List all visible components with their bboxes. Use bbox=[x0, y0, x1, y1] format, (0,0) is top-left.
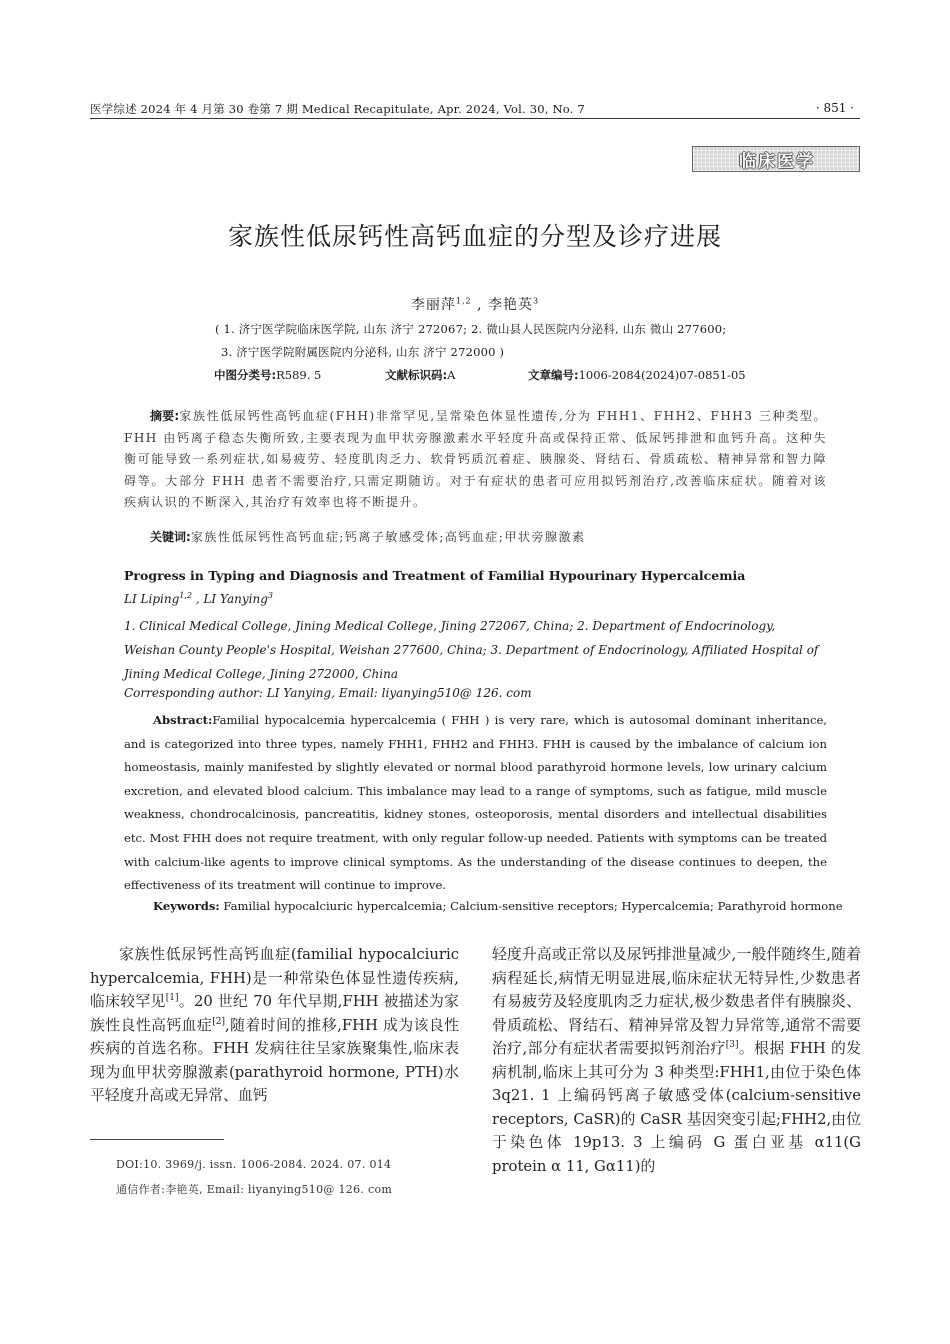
document-code-value: A bbox=[447, 368, 456, 382]
abstract-cn-label: 摘要: bbox=[150, 409, 180, 423]
author-name: LI Liping bbox=[124, 592, 180, 606]
body-text: 。20 世纪 70 年代早期,FHH 被描述为家族性良性高钙血症 bbox=[90, 993, 459, 1034]
affiliation-mark: 1,2 bbox=[455, 296, 472, 306]
keywords-cn-label: 关键词: bbox=[150, 530, 191, 544]
footnote-rule bbox=[90, 1139, 224, 1140]
keywords-en bbox=[153, 899, 843, 913]
abstract-en-label: Abstract: bbox=[153, 713, 213, 727]
clc-number bbox=[214, 367, 321, 383]
body-column-right bbox=[492, 943, 861, 1178]
article-number-label: 文章编号: bbox=[528, 368, 579, 382]
abstract-en bbox=[124, 709, 827, 898]
author-name: 李艳英 bbox=[488, 297, 533, 313]
keywords-en-text: Familial hypocalciuric hypercalcemia; Calcium-sensitive receptors; Hypercalcemia; Parathyroid hormone bbox=[223, 899, 843, 913]
section-badge bbox=[692, 146, 860, 172]
article-title: 家族性低尿钙性高钙血症的分型及诊疗进展 bbox=[227, 222, 722, 251]
clc-label: 中图分类号: bbox=[214, 368, 277, 382]
running-header: 医学综述 2024 年 4 月第 30 卷第 7 期 Medical Recapitulate, Apr. 2024, Vol. 30, No. 7 bbox=[90, 102, 585, 116]
article-number bbox=[528, 367, 746, 383]
affiliation-mark: 1,2 bbox=[179, 591, 192, 600]
document-code-label: 文献标识码: bbox=[385, 368, 448, 382]
body-column-left bbox=[90, 943, 459, 1108]
author-separator: , bbox=[192, 592, 204, 606]
english-author-list bbox=[124, 591, 273, 606]
footnote-corresponding: 通信作者:李艳英, Email: liyanying510@ 126. com bbox=[116, 1183, 393, 1196]
document-code bbox=[385, 367, 455, 383]
english-title: Progress in Typing and Diagnosis and Treatment of Familial Hypourinary Hypercalcemia bbox=[124, 568, 746, 583]
author-name: 李丽萍 bbox=[410, 297, 456, 313]
keywords-en-label: Keywords: bbox=[153, 899, 220, 913]
section-badge-label: 临床医学 bbox=[739, 151, 815, 172]
affiliation-line: ( 1. 济宁医学院临床医学院, 山东 济宁 272067; 2. 微山县人民医院内分泌科, 山东 微山 277600; bbox=[215, 322, 727, 336]
body-text: 。根据 FHH 的发病机制,临床上其可分为 3 种类型:FHH1,由位于染色体 3q21. 1 上编码钙离子敏感受体(calcium-sensitive receptors, CaSR)的 CaSR 基因突变引起;FHH2,由位于染色体 19p13. 3 上编码 G 蛋白亚基 α11(G protein α 11, Gα11)的 bbox=[492, 1040, 861, 1175]
clc-value: R589. 5 bbox=[276, 368, 322, 382]
body-text: 家族性低尿钙性高钙血症(familial hypocalciuric hypercalcemia, FHH)是一种常染色体显性遗传疾病,临床较罕见 bbox=[90, 946, 459, 1010]
citation-ref[interactable]: [1] bbox=[165, 993, 179, 1004]
affiliation-mark: 3 bbox=[533, 296, 540, 306]
author-list bbox=[0, 294, 950, 314]
abstract-cn-text: 家族性低尿钙性高钙血症(FHH)非常罕见,呈常染色体显性遗传,分为 FHH1、FHH2、FHH3 三种类型。FHH 由钙离子稳态失衡所致,主要表现为血甲状旁腺激素水平轻度升高或保持正常、低尿钙排泄和血钙升高。这种失衡可能导致一系列症状,如易疲劳、轻度肌肉乏力、软骨钙质沉着症、胰腺炎、肾结石、骨质疏松、精神异常和智力障碍等。大部分 FHH 患者不需要治疗,只需定期随访。对于有症状的患者可应用拟钙剂治疗,改善临床症状。随着对该疾病认识的不断深入,其治疗有效率也将不断提升。 bbox=[124, 409, 827, 509]
article-number-value: 1006-2084(2024)07-0851-05 bbox=[578, 368, 746, 382]
header-rule bbox=[90, 118, 860, 119]
body-text: ,随着时间的推移,FHH 成为该良性疾病的首选名称。FHH 发病往往呈家族聚集性,临床表现为血甲状旁腺激素(parathyroid hormone, PTH)水平轻度升高或无异常、血钙 bbox=[90, 1016, 459, 1104]
keywords-cn bbox=[150, 528, 585, 545]
author-separator: , bbox=[471, 297, 488, 313]
author-name: LI Yanying bbox=[203, 592, 268, 606]
english-affiliations: 1. Clinical Medical College, Jining Medical College, Jining 272067, China; 2. Department of Endocrinology, Weishan County People's Hospital, Weishan 277600, China; 3. Department of Endocrinology, Affiliated Hospital of Jining Medical College, Jining 272000, China bbox=[124, 619, 819, 681]
body-text: 轻度升高或正常以及尿钙排泄量减少,一般伴随终生,随着病程延长,病情无明显进展,临床症状无特异性,少数患者有易疲劳及轻度肌肉乏力症状,极少数患者伴有胰腺炎、骨质疏松、肾结石、精神异常及智力异常等,通常不需要治疗,部分有症状者需要拟钙剂治疗 bbox=[492, 946, 861, 1057]
abstract-cn bbox=[124, 406, 827, 514]
affiliation-mark: 3 bbox=[267, 591, 273, 600]
english-corresponding-author: Corresponding author: LI Yanying, Email: liyanying510@ 126. com bbox=[124, 686, 532, 700]
keywords-cn-text: 家族性低尿钙性高钙血症;钙离子敏感受体;高钙血症;甲状旁腺激素 bbox=[190, 530, 586, 544]
citation-ref[interactable]: [2] bbox=[212, 1016, 225, 1027]
footnote-doi: DOI:10. 3969/j. issn. 1006-2084. 2024. 07. 014 bbox=[116, 1158, 392, 1171]
abstract-en-text: Familial hypocalcemia hypercalcemia ( FHH ) is very rare, which is autosomal dominant inheritance, and is categorized into three types, namely FHH1, FHH2 and FHH3. FHH is caused by the imbalance of calcium ion homeostasis, mainly manifested by slightly elevated or normal blood parathyroid hormone levels, low urinary calcium excretion, and elevated blood calcium. This imbalance may lead to a range of symptoms, such as fatigue, mild muscle weakness, chondrocalcinosis, pancreatitis, kidney stones, osteoporosis, mental disorders and intellectual disabilities etc. Most FHH does not require treatment, with only regular follow-up needed. Patients with symptoms can be treated with calcium-like agents to improve clinical symptoms. As the understanding of the disease continues to deepen, the effectiveness of its treatment will continue to improve. bbox=[124, 713, 827, 893]
affiliation-line: 3. 济宁医学院附属医院内分泌科, 山东 济宁 272000 ) bbox=[221, 345, 505, 359]
citation-ref[interactable]: [3] bbox=[725, 1040, 739, 1051]
page-number: · 851 · bbox=[815, 101, 854, 115]
